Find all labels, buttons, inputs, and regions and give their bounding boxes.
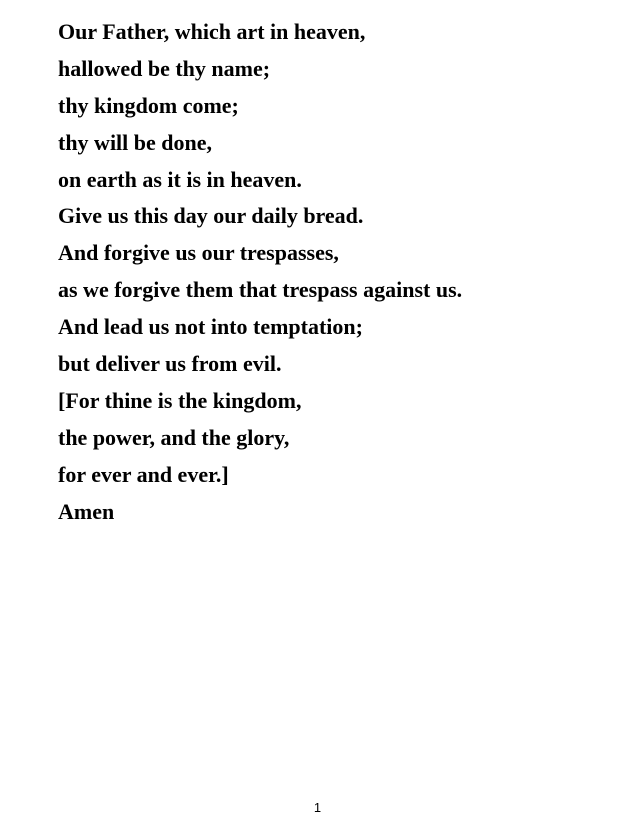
- text-line: for ever and ever.]: [58, 461, 229, 487]
- text-line: And forgive us our trespasses,: [58, 240, 339, 266]
- text-line: Our Father, which art in heaven,: [58, 19, 366, 44]
- text-line: thy will be done,: [58, 129, 213, 155]
- text-line: thy kingdom come;: [58, 92, 239, 118]
- text-line: as we forgive them that trespass against us.: [58, 277, 463, 303]
- text-line: Give us this day our daily bread.: [58, 203, 364, 229]
- page-number: 1: [313, 800, 322, 815]
- text-line: [For thine is the kingdom,: [58, 387, 302, 413]
- text-line: on earth as it is in heaven.: [58, 166, 302, 192]
- text-line: but deliver us from evil.: [58, 351, 282, 377]
- text-line: hallowed be thy name;: [58, 55, 271, 81]
- text-line: Amen: [58, 498, 115, 524]
- text-line: And lead us not into temptation;: [58, 314, 363, 340]
- text-line: the power, and the glory,: [58, 424, 290, 450]
- prayer-text: [58, 18, 462, 534]
